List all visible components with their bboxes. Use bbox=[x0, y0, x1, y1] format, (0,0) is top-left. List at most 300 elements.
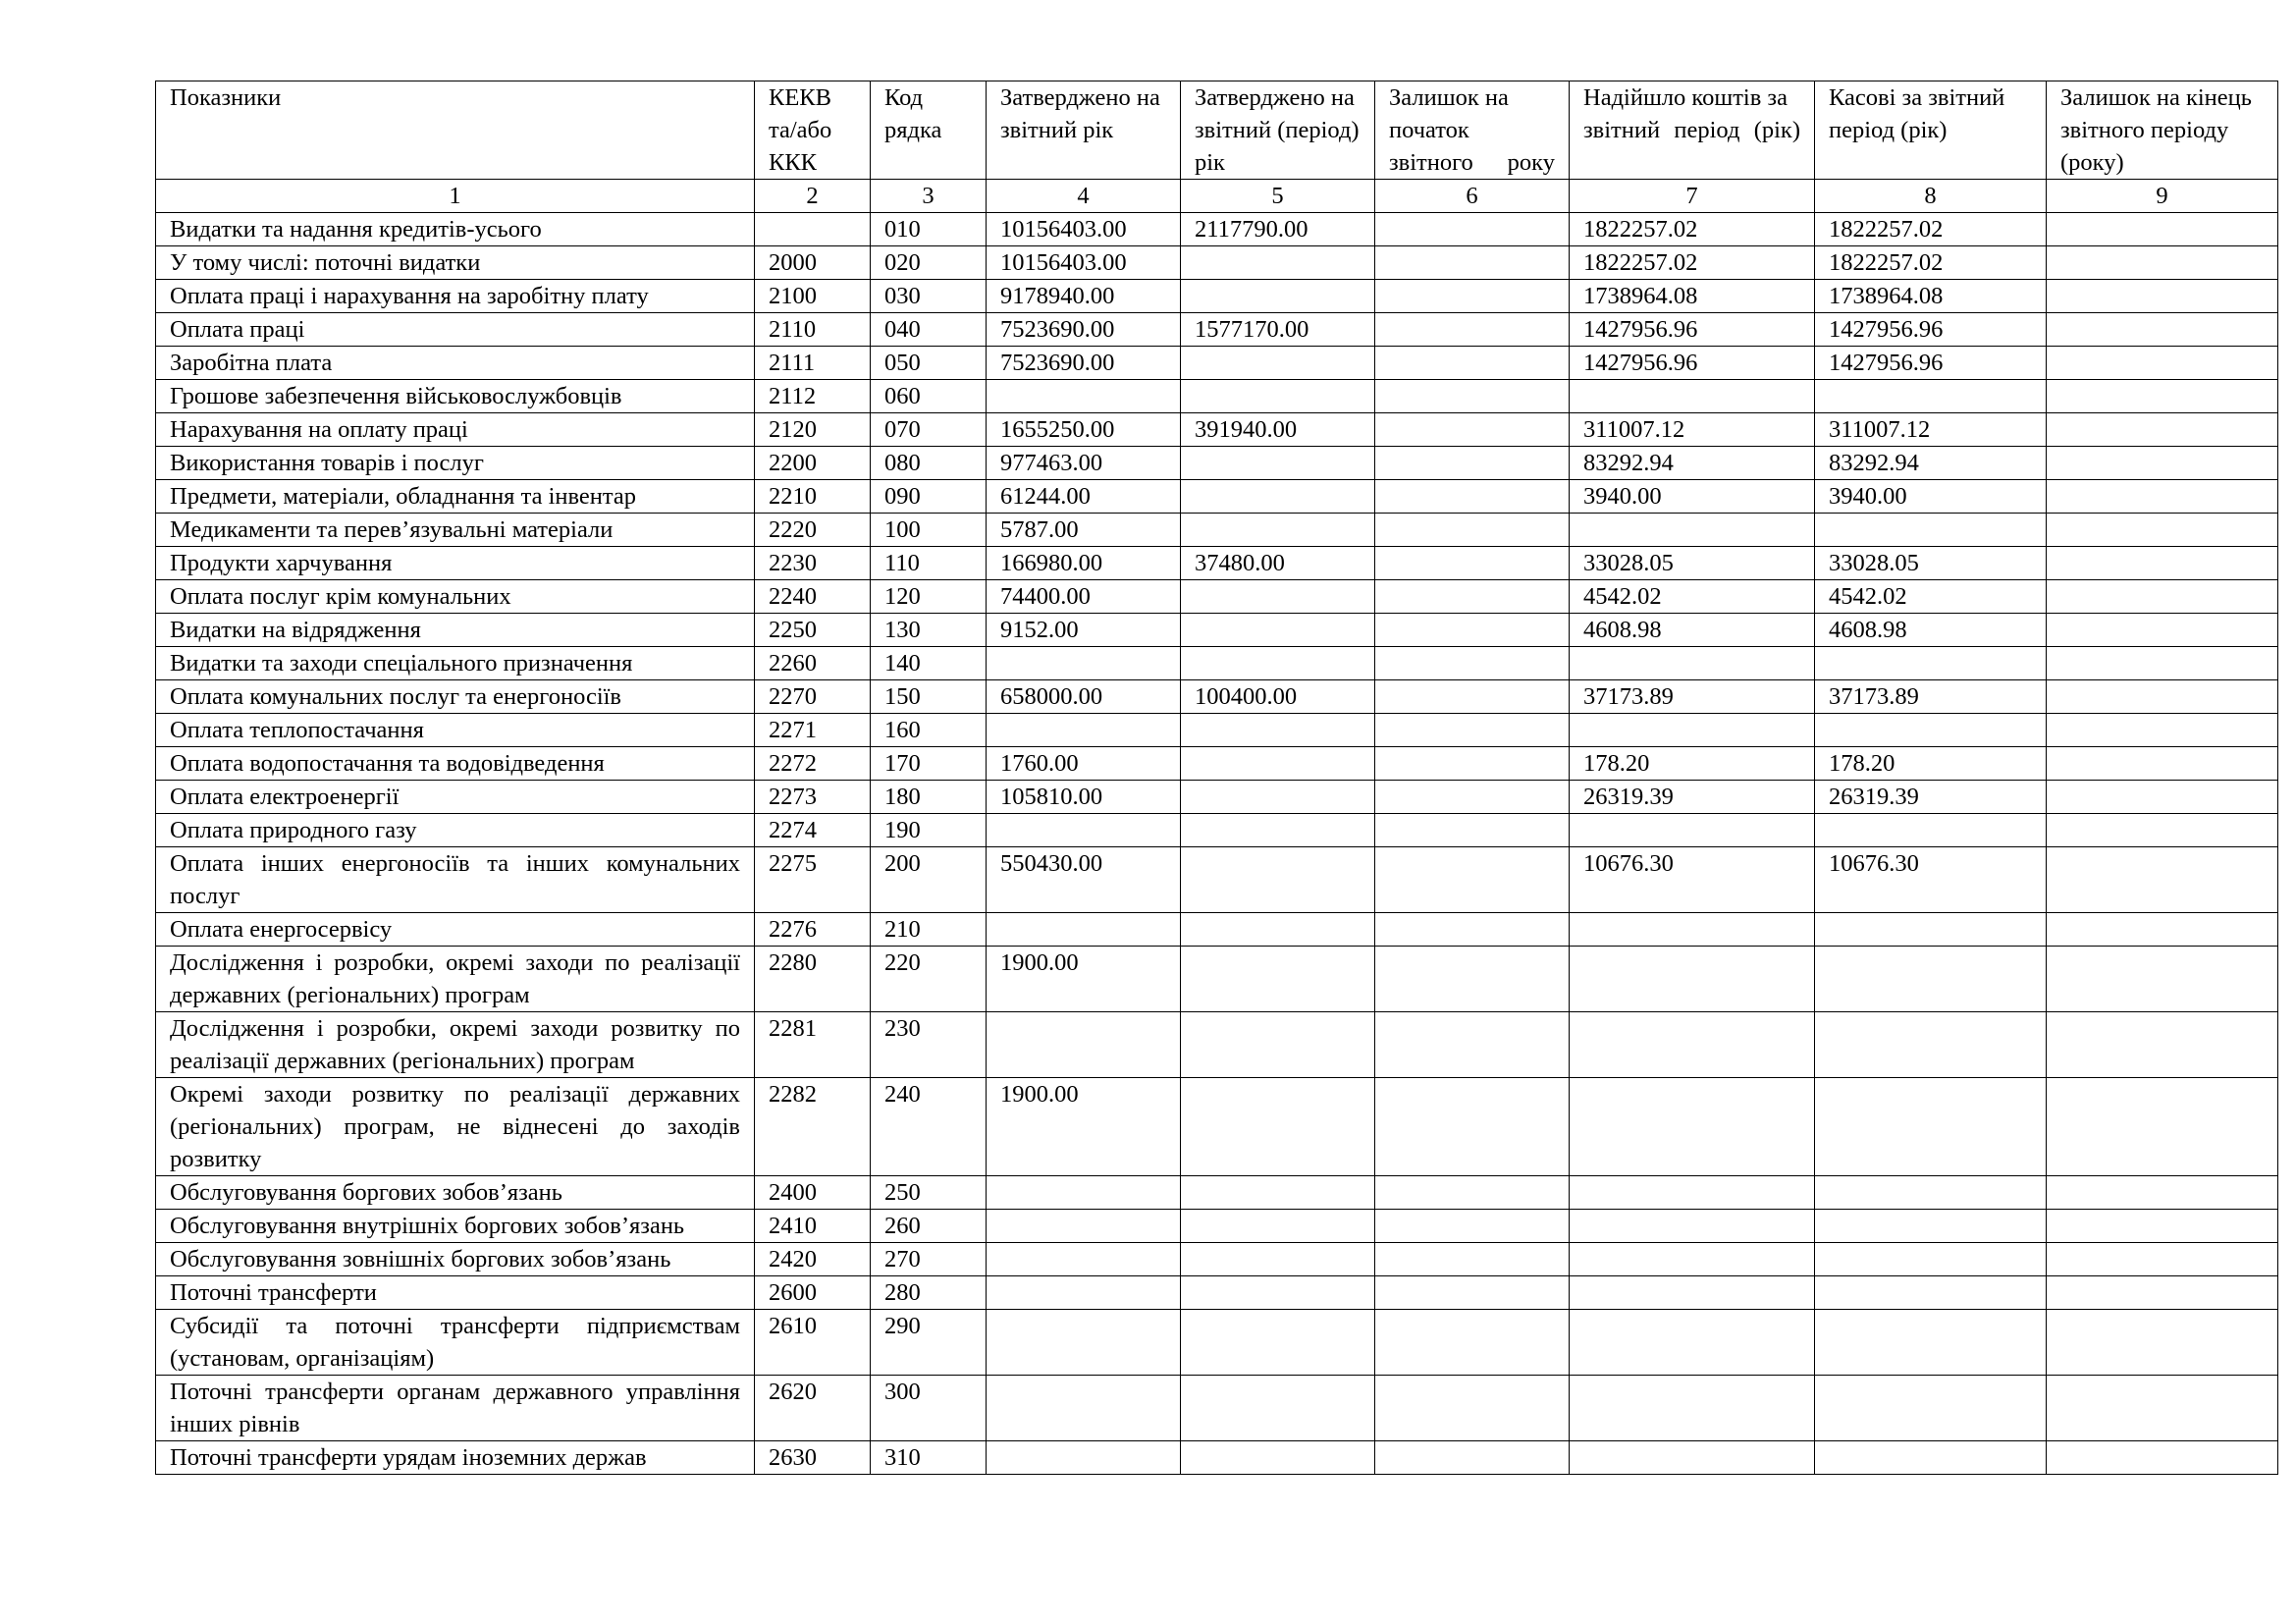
approved-year-cell bbox=[987, 1310, 1181, 1376]
balance-end-cell bbox=[2047, 213, 2278, 246]
approved-period-cell bbox=[1181, 580, 1375, 614]
row-code-cell: 170 bbox=[871, 747, 987, 781]
kekv-cell: 2112 bbox=[755, 380, 871, 413]
header-cash: Касові за звітний період (рік) bbox=[1815, 81, 2047, 180]
kekv-cell: 2110 bbox=[755, 313, 871, 347]
balance-start-cell bbox=[1375, 1376, 1570, 1441]
approved-year-cell bbox=[987, 1376, 1181, 1441]
balance-end-cell bbox=[2047, 847, 2278, 913]
approved-year-cell: 10156403.00 bbox=[987, 246, 1181, 280]
balance-start-cell bbox=[1375, 947, 1570, 1012]
column-number: 6 bbox=[1375, 180, 1570, 213]
received-cell bbox=[1570, 1078, 1815, 1176]
balance-end-cell bbox=[2047, 280, 2278, 313]
received-cell: 26319.39 bbox=[1570, 781, 1815, 814]
row-code-cell: 180 bbox=[871, 781, 987, 814]
indicator-cell: Дослідження і розробки, окремі заходи розвитку по реалізації державних (регіональних) програм bbox=[156, 1012, 755, 1078]
table-row bbox=[156, 380, 2278, 413]
approved-year-cell: 1900.00 bbox=[987, 1078, 1181, 1176]
row-code-cell: 200 bbox=[871, 847, 987, 913]
table-row bbox=[156, 480, 2278, 514]
approved-year-cell bbox=[987, 913, 1181, 947]
approved-period-cell bbox=[1181, 947, 1375, 1012]
balance-start-cell bbox=[1375, 514, 1570, 547]
table-row bbox=[156, 680, 2278, 714]
balance-start-cell bbox=[1375, 814, 1570, 847]
row-code-cell: 100 bbox=[871, 514, 987, 547]
cash-cell: 83292.94 bbox=[1815, 447, 2047, 480]
balance-start-cell bbox=[1375, 580, 1570, 614]
indicator-cell: Обслуговування боргових зобов’язань bbox=[156, 1176, 755, 1210]
table-row bbox=[156, 781, 2278, 814]
balance-end-cell bbox=[2047, 614, 2278, 647]
row-code-cell: 230 bbox=[871, 1012, 987, 1078]
approved-period-cell bbox=[1181, 814, 1375, 847]
balance-start-cell bbox=[1375, 347, 1570, 380]
table-row bbox=[156, 1176, 2278, 1210]
column-number: 7 bbox=[1570, 180, 1815, 213]
row-code-cell: 290 bbox=[871, 1310, 987, 1376]
approved-period-cell bbox=[1181, 514, 1375, 547]
indicator-cell: Субсидії та поточні трансферти підприємствам (установам, організаціям) bbox=[156, 1310, 755, 1376]
indicator-cell: Продукти харчування bbox=[156, 547, 755, 580]
received-cell bbox=[1570, 814, 1815, 847]
approved-year-cell bbox=[987, 380, 1181, 413]
kekv-cell: 2274 bbox=[755, 814, 871, 847]
table-row bbox=[156, 213, 2278, 246]
balance-end-cell bbox=[2047, 1376, 2278, 1441]
balance-end-cell bbox=[2047, 580, 2278, 614]
received-cell: 4608.98 bbox=[1570, 614, 1815, 647]
kekv-cell: 2240 bbox=[755, 580, 871, 614]
indicator-cell: Оплата інших енергоносіїв та інших комунальних послуг bbox=[156, 847, 755, 913]
cash-cell bbox=[1815, 1078, 2047, 1176]
indicator-cell: Окремі заходи розвитку по реалізації державних (регіональних) програм, не віднесені до заходів розвитку bbox=[156, 1078, 755, 1176]
indicator-cell: Грошове забезпечення військовослужбовців bbox=[156, 380, 755, 413]
table-row bbox=[156, 847, 2278, 913]
indicator-cell: Поточні трансферти органам державного управління інших рівнів bbox=[156, 1376, 755, 1441]
received-cell bbox=[1570, 1276, 1815, 1310]
received-cell bbox=[1570, 1310, 1815, 1376]
balance-start-cell bbox=[1375, 913, 1570, 947]
column-number: 3 bbox=[871, 180, 987, 213]
row-code-cell: 310 bbox=[871, 1441, 987, 1475]
cash-cell: 37173.89 bbox=[1815, 680, 2047, 714]
kekv-cell: 2420 bbox=[755, 1243, 871, 1276]
cash-cell bbox=[1815, 947, 2047, 1012]
cash-cell bbox=[1815, 1441, 2047, 1475]
table-row bbox=[156, 614, 2278, 647]
cash-cell bbox=[1815, 714, 2047, 747]
cash-cell bbox=[1815, 1210, 2047, 1243]
approved-period-cell bbox=[1181, 246, 1375, 280]
column-number: 9 bbox=[2047, 180, 2278, 213]
approved-year-cell bbox=[987, 814, 1181, 847]
received-cell: 10676.30 bbox=[1570, 847, 1815, 913]
approved-year-cell bbox=[987, 1176, 1181, 1210]
indicator-cell: Предмети, матеріали, обладнання та інвентар bbox=[156, 480, 755, 514]
balance-start-cell bbox=[1375, 714, 1570, 747]
balance-end-cell bbox=[2047, 747, 2278, 781]
balance-start-cell bbox=[1375, 413, 1570, 447]
cash-cell: 1738964.08 bbox=[1815, 280, 2047, 313]
table-body bbox=[156, 213, 2278, 1475]
approved-period-cell: 391940.00 bbox=[1181, 413, 1375, 447]
indicator-cell: Оплата праці bbox=[156, 313, 755, 347]
approved-year-cell: 166980.00 bbox=[987, 547, 1181, 580]
table-row bbox=[156, 1243, 2278, 1276]
balance-start-cell bbox=[1375, 380, 1570, 413]
balance-end-cell bbox=[2047, 1078, 2278, 1176]
table-row bbox=[156, 1012, 2278, 1078]
kekv-cell: 2276 bbox=[755, 913, 871, 947]
indicator-cell: Видатки на відрядження bbox=[156, 614, 755, 647]
balance-end-cell bbox=[2047, 1012, 2278, 1078]
indicator-cell: Оплата електроенергії bbox=[156, 781, 755, 814]
table-row bbox=[156, 1276, 2278, 1310]
approved-period-cell: 37480.00 bbox=[1181, 547, 1375, 580]
indicator-cell: Використання товарів і послуг bbox=[156, 447, 755, 480]
kekv-cell: 2282 bbox=[755, 1078, 871, 1176]
row-code-cell: 040 bbox=[871, 313, 987, 347]
balance-end-cell bbox=[2047, 246, 2278, 280]
balance-start-cell bbox=[1375, 1441, 1570, 1475]
cash-cell bbox=[1815, 814, 2047, 847]
balance-end-cell bbox=[2047, 1310, 2278, 1376]
kekv-cell: 2260 bbox=[755, 647, 871, 680]
kekv-cell: 2272 bbox=[755, 747, 871, 781]
approved-year-cell: 977463.00 bbox=[987, 447, 1181, 480]
balance-start-cell bbox=[1375, 614, 1570, 647]
cash-cell bbox=[1815, 1176, 2047, 1210]
column-number-row bbox=[156, 180, 2278, 213]
row-code-cell: 160 bbox=[871, 714, 987, 747]
received-cell bbox=[1570, 1243, 1815, 1276]
indicator-cell: Обслуговування зовнішніх боргових зобов’язань bbox=[156, 1243, 755, 1276]
balance-end-cell bbox=[2047, 1441, 2278, 1475]
kekv-cell: 2250 bbox=[755, 614, 871, 647]
approved-period-cell bbox=[1181, 1210, 1375, 1243]
kekv-cell: 2275 bbox=[755, 847, 871, 913]
balance-end-cell bbox=[2047, 781, 2278, 814]
cash-cell bbox=[1815, 913, 2047, 947]
budget-report-table bbox=[155, 81, 2278, 1475]
approved-year-cell: 7523690.00 bbox=[987, 347, 1181, 380]
received-cell bbox=[1570, 913, 1815, 947]
indicator-cell: Видатки та заходи спеціального призначення bbox=[156, 647, 755, 680]
balance-start-cell bbox=[1375, 747, 1570, 781]
cash-cell: 1427956.96 bbox=[1815, 313, 2047, 347]
indicator-cell: Поточні трансферти bbox=[156, 1276, 755, 1310]
table-row bbox=[156, 714, 2278, 747]
header-balance-start: Залишок на початок звітного року bbox=[1375, 81, 1570, 180]
row-code-cell: 030 bbox=[871, 280, 987, 313]
cash-cell bbox=[1815, 514, 2047, 547]
kekv-cell: 2111 bbox=[755, 347, 871, 380]
table-row bbox=[156, 1376, 2278, 1441]
balance-start-cell bbox=[1375, 1210, 1570, 1243]
kekv-cell: 2210 bbox=[755, 480, 871, 514]
received-cell: 1427956.96 bbox=[1570, 347, 1815, 380]
received-cell: 37173.89 bbox=[1570, 680, 1815, 714]
kekv-cell: 2281 bbox=[755, 1012, 871, 1078]
approved-period-cell bbox=[1181, 913, 1375, 947]
balance-end-cell bbox=[2047, 913, 2278, 947]
received-cell bbox=[1570, 380, 1815, 413]
balance-start-cell bbox=[1375, 680, 1570, 714]
row-code-cell: 300 bbox=[871, 1376, 987, 1441]
received-cell bbox=[1570, 947, 1815, 1012]
header-indicators: Показники bbox=[156, 81, 755, 180]
row-code-cell: 220 bbox=[871, 947, 987, 1012]
balance-start-cell bbox=[1375, 313, 1570, 347]
approved-year-cell bbox=[987, 1243, 1181, 1276]
cash-cell: 26319.39 bbox=[1815, 781, 2047, 814]
cash-cell bbox=[1815, 1376, 2047, 1441]
approved-period-cell bbox=[1181, 1176, 1375, 1210]
balance-end-cell bbox=[2047, 1176, 2278, 1210]
cash-cell bbox=[1815, 647, 2047, 680]
balance-end-cell bbox=[2047, 413, 2278, 447]
balance-start-cell bbox=[1375, 1276, 1570, 1310]
approved-year-cell: 1655250.00 bbox=[987, 413, 1181, 447]
cash-cell: 33028.05 bbox=[1815, 547, 2047, 580]
cash-cell bbox=[1815, 1243, 2047, 1276]
approved-year-cell bbox=[987, 647, 1181, 680]
indicator-cell: Нарахування на оплату праці bbox=[156, 413, 755, 447]
kekv-cell: 2220 bbox=[755, 514, 871, 547]
balance-end-cell bbox=[2047, 480, 2278, 514]
column-number: 8 bbox=[1815, 180, 2047, 213]
approved-year-cell: 10156403.00 bbox=[987, 213, 1181, 246]
cash-cell: 1822257.02 bbox=[1815, 213, 2047, 246]
balance-end-cell bbox=[2047, 714, 2278, 747]
cash-cell: 178.20 bbox=[1815, 747, 2047, 781]
row-code-cell: 260 bbox=[871, 1210, 987, 1243]
approved-period-cell: 2117790.00 bbox=[1181, 213, 1375, 246]
balance-start-cell bbox=[1375, 1243, 1570, 1276]
received-cell: 83292.94 bbox=[1570, 447, 1815, 480]
kekv-cell: 2410 bbox=[755, 1210, 871, 1243]
received-cell bbox=[1570, 714, 1815, 747]
balance-end-cell bbox=[2047, 680, 2278, 714]
received-cell: 178.20 bbox=[1570, 747, 1815, 781]
approved-period-cell bbox=[1181, 781, 1375, 814]
approved-period-cell bbox=[1181, 1276, 1375, 1310]
approved-year-cell: 7523690.00 bbox=[987, 313, 1181, 347]
row-code-cell: 130 bbox=[871, 614, 987, 647]
approved-period-cell: 100400.00 bbox=[1181, 680, 1375, 714]
approved-period-cell bbox=[1181, 847, 1375, 913]
approved-period-cell: 1577170.00 bbox=[1181, 313, 1375, 347]
row-code-cell: 190 bbox=[871, 814, 987, 847]
approved-period-cell bbox=[1181, 347, 1375, 380]
kekv-cell: 2610 bbox=[755, 1310, 871, 1376]
approved-period-cell bbox=[1181, 1012, 1375, 1078]
kekv-cell: 2100 bbox=[755, 280, 871, 313]
column-number: 2 bbox=[755, 180, 871, 213]
cash-cell: 4542.02 bbox=[1815, 580, 2047, 614]
received-cell: 1427956.96 bbox=[1570, 313, 1815, 347]
table-row bbox=[156, 547, 2278, 580]
balance-start-cell bbox=[1375, 1012, 1570, 1078]
table-row bbox=[156, 413, 2278, 447]
balance-end-cell bbox=[2047, 1276, 2278, 1310]
received-cell: 1738964.08 bbox=[1570, 280, 1815, 313]
cash-cell: 3940.00 bbox=[1815, 480, 2047, 514]
received-cell: 33028.05 bbox=[1570, 547, 1815, 580]
balance-end-cell bbox=[2047, 814, 2278, 847]
header-received: Надійшло коштів за звітний період (рік) bbox=[1570, 81, 1815, 180]
row-code-cell: 250 bbox=[871, 1176, 987, 1210]
received-cell bbox=[1570, 1176, 1815, 1210]
table-row bbox=[156, 1078, 2278, 1176]
column-number: 4 bbox=[987, 180, 1181, 213]
row-code-cell: 240 bbox=[871, 1078, 987, 1176]
indicator-cell: Поточні трансферти урядам іноземних держав bbox=[156, 1441, 755, 1475]
cash-cell: 311007.12 bbox=[1815, 413, 2047, 447]
approved-year-cell: 9152.00 bbox=[987, 614, 1181, 647]
indicator-cell: Видатки та надання кредитів-усього bbox=[156, 213, 755, 246]
balance-start-cell bbox=[1375, 1078, 1570, 1176]
kekv-cell: 2273 bbox=[755, 781, 871, 814]
approved-period-cell bbox=[1181, 480, 1375, 514]
received-cell: 311007.12 bbox=[1570, 413, 1815, 447]
balance-start-cell bbox=[1375, 213, 1570, 246]
approved-period-cell bbox=[1181, 280, 1375, 313]
header-approved-period: Затверджено на звітний (період) рік bbox=[1181, 81, 1375, 180]
received-cell bbox=[1570, 1210, 1815, 1243]
table-row bbox=[156, 347, 2278, 380]
approved-year-cell: 5787.00 bbox=[987, 514, 1181, 547]
kekv-cell: 2271 bbox=[755, 714, 871, 747]
received-cell bbox=[1570, 1012, 1815, 1078]
cash-cell bbox=[1815, 1276, 2047, 1310]
received-cell bbox=[1570, 1376, 1815, 1441]
approved-year-cell: 61244.00 bbox=[987, 480, 1181, 514]
table-row bbox=[156, 246, 2278, 280]
indicator-cell: Медикаменти та перев’язувальні матеріали bbox=[156, 514, 755, 547]
column-number: 1 bbox=[156, 180, 755, 213]
balance-start-cell bbox=[1375, 280, 1570, 313]
row-code-cell: 060 bbox=[871, 380, 987, 413]
header-kekv: КЕКВ та/або ККК bbox=[755, 81, 871, 180]
approved-period-cell bbox=[1181, 380, 1375, 413]
row-code-cell: 020 bbox=[871, 246, 987, 280]
approved-year-cell: 1760.00 bbox=[987, 747, 1181, 781]
header-balance-end: Залишок на кінець звітного періоду (року) bbox=[2047, 81, 2278, 180]
header-row-code: Код рядка bbox=[871, 81, 987, 180]
row-code-cell: 050 bbox=[871, 347, 987, 380]
balance-end-cell bbox=[2047, 514, 2278, 547]
balance-start-cell bbox=[1375, 480, 1570, 514]
approved-period-cell bbox=[1181, 614, 1375, 647]
approved-period-cell bbox=[1181, 1310, 1375, 1376]
balance-end-cell bbox=[2047, 447, 2278, 480]
table-row bbox=[156, 1310, 2278, 1376]
balance-end-cell bbox=[2047, 380, 2278, 413]
balance-start-cell bbox=[1375, 547, 1570, 580]
kekv-cell: 2620 bbox=[755, 1376, 871, 1441]
indicator-cell: Оплата водопостачання та водовідведення bbox=[156, 747, 755, 781]
row-code-cell: 210 bbox=[871, 913, 987, 947]
balance-end-cell bbox=[2047, 313, 2278, 347]
indicator-cell: Оплата праці і нарахування на заробітну плату bbox=[156, 280, 755, 313]
received-cell bbox=[1570, 514, 1815, 547]
cash-cell: 1822257.02 bbox=[1815, 246, 2047, 280]
approved-year-cell bbox=[987, 1276, 1181, 1310]
balance-end-cell bbox=[2047, 347, 2278, 380]
row-code-cell: 280 bbox=[871, 1276, 987, 1310]
balance-end-cell bbox=[2047, 547, 2278, 580]
indicator-cell: Заробітна плата bbox=[156, 347, 755, 380]
balance-end-cell bbox=[2047, 1243, 2278, 1276]
approved-period-cell bbox=[1181, 1243, 1375, 1276]
kekv-cell: 2630 bbox=[755, 1441, 871, 1475]
balance-end-cell bbox=[2047, 1210, 2278, 1243]
approved-period-cell bbox=[1181, 1441, 1375, 1475]
approved-year-cell: 1900.00 bbox=[987, 947, 1181, 1012]
row-code-cell: 110 bbox=[871, 547, 987, 580]
table-row bbox=[156, 947, 2278, 1012]
kekv-cell: 2280 bbox=[755, 947, 871, 1012]
table-row bbox=[156, 1210, 2278, 1243]
received-cell: 1822257.02 bbox=[1570, 246, 1815, 280]
kekv-cell: 2600 bbox=[755, 1276, 871, 1310]
approved-year-cell bbox=[987, 1441, 1181, 1475]
approved-year-cell: 105810.00 bbox=[987, 781, 1181, 814]
table-row bbox=[156, 814, 2278, 847]
table-row bbox=[156, 1441, 2278, 1475]
balance-start-cell bbox=[1375, 847, 1570, 913]
received-cell: 1822257.02 bbox=[1570, 213, 1815, 246]
cash-cell bbox=[1815, 1310, 2047, 1376]
table-row bbox=[156, 913, 2278, 947]
kekv-cell: 2120 bbox=[755, 413, 871, 447]
row-code-cell: 090 bbox=[871, 480, 987, 514]
indicator-cell: Оплата теплопостачання bbox=[156, 714, 755, 747]
received-cell bbox=[1570, 647, 1815, 680]
approved-period-cell bbox=[1181, 447, 1375, 480]
balance-end-cell bbox=[2047, 647, 2278, 680]
approved-year-cell bbox=[987, 1012, 1181, 1078]
table-row bbox=[156, 313, 2278, 347]
kekv-cell: 2270 bbox=[755, 680, 871, 714]
table-row bbox=[156, 447, 2278, 480]
balance-start-cell bbox=[1375, 1310, 1570, 1376]
cash-cell bbox=[1815, 1012, 2047, 1078]
approved-year-cell: 74400.00 bbox=[987, 580, 1181, 614]
approved-period-cell bbox=[1181, 747, 1375, 781]
balance-start-cell bbox=[1375, 1176, 1570, 1210]
cash-cell: 4608.98 bbox=[1815, 614, 2047, 647]
kekv-cell: 2200 bbox=[755, 447, 871, 480]
cash-cell: 10676.30 bbox=[1815, 847, 2047, 913]
table-row bbox=[156, 280, 2278, 313]
approved-year-cell: 550430.00 bbox=[987, 847, 1181, 913]
indicator-cell: Дослідження і розробки, окремі заходи по реалізації державних (регіональних) програм bbox=[156, 947, 755, 1012]
table-row bbox=[156, 514, 2278, 547]
approved-year-cell bbox=[987, 1210, 1181, 1243]
row-code-cell: 270 bbox=[871, 1243, 987, 1276]
approved-year-cell bbox=[987, 714, 1181, 747]
kekv-cell: 2230 bbox=[755, 547, 871, 580]
header-row bbox=[156, 81, 2278, 180]
approved-period-cell bbox=[1181, 1376, 1375, 1441]
table-row bbox=[156, 747, 2278, 781]
row-code-cell: 070 bbox=[871, 413, 987, 447]
header-approved-year: Затверджено на звітний рік bbox=[987, 81, 1181, 180]
